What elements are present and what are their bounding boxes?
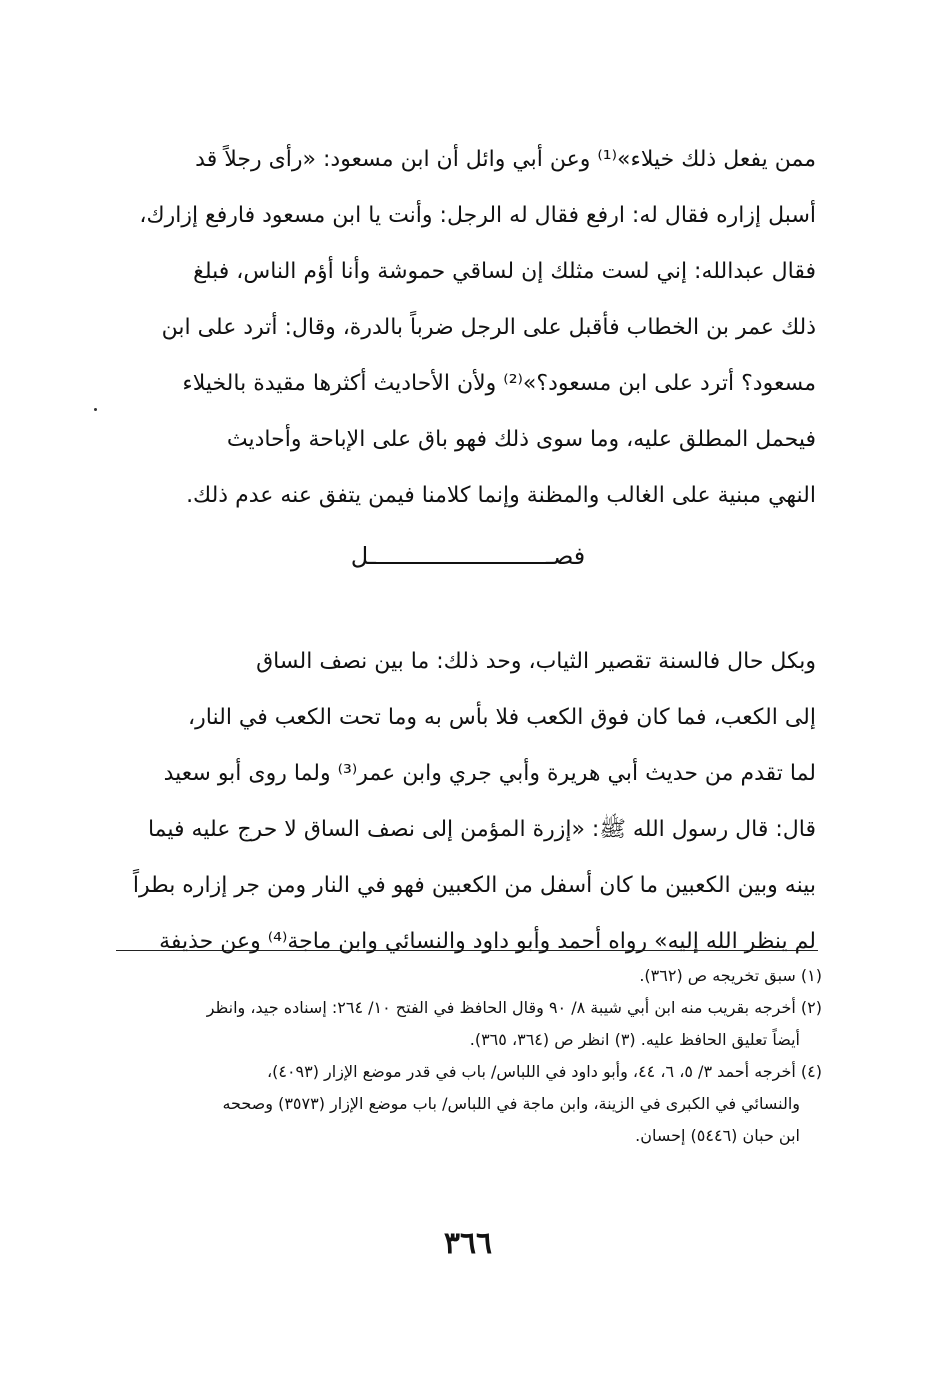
text-line: إلى الكعب، فما كان فوق الكعب فلا بأس به وما تحت الكعب في النار،	[188, 705, 816, 730]
footnote-2	[100, 992, 822, 1056]
section-heading-start: فصـ	[545, 542, 586, 570]
text-line: بينه وبين الكعبين ما كان أسفل من الكعبين فهو في النار ومن جر إزاره بطراً	[132, 873, 816, 898]
footnote-separator	[116, 950, 818, 951]
text-line: ذلك عمر بن الخطاب فأقبل على الرجل ضرباً بالدرة، وقال: أترد على ابن	[161, 315, 816, 340]
text-line: مسعود؟ أترد على ابن مسعود؟»⁽²⁾ ولأن الأحاديث أكثرها مقيدة بالخيلاء	[182, 371, 816, 396]
footnote-1	[100, 960, 822, 992]
footnote-line: ابن حبان (٥٤٤٦) إحسان.	[635, 1126, 800, 1145]
footnote-4	[100, 1056, 822, 1152]
footnote-line: (٢) أخرجه بقريب منه ابن أبي شيبة ٨/ ٩٠ وقال الحافظ في الفتح ١٠/ ٢٦٤: إسناده جيد، وانظر	[206, 998, 822, 1017]
text-line: فيحمل المطلق عليه، وما سوى ذلك فهو باق على الإباحة وأحاديث	[226, 427, 816, 452]
footnote-line: والنسائي في الكبرى في الزينة، وابن ماجة في اللباس/ باب موضع الإزار (٣٥٧٣) وصححه	[222, 1094, 800, 1113]
footnote-line: (٤) أخرجه أحمد ٣/ ٥، ٦، ٤٤، وأبو داود في اللباس/ باب في قدر موضع الإزار (٤٠٩٣)،	[266, 1062, 822, 1081]
footnotes	[100, 960, 822, 1152]
text-line: وبكل حال فالسنة تقصير الثياب، وحد ذلك: ما بين نصف الساق	[256, 649, 816, 674]
footnote-line: أيضاً تعليق الحافظ عليه. (٣) انظر ص (٣٦٤، ٣٦٥).	[469, 1030, 800, 1049]
paragraph-2	[100, 634, 816, 970]
text-line: لم ينظر الله إليه» رواه أحمد وأبو داود والنسائي وابن ماجة⁽⁴⁾ وعن حذيفة	[159, 929, 816, 954]
text-line: النهي مبنية على الغالب والمظنة وإنما كلامنا فيمن يتفق عنه عدم ذلك.	[186, 483, 816, 508]
section-heading	[0, 536, 936, 576]
paragraph-1	[100, 132, 816, 524]
text-line: أسبل إزاره فقال له: ارفع فقال له الرجل: وأنت يا ابن مسعود فارفع إزارك،	[139, 203, 816, 228]
print-speck	[94, 408, 97, 411]
text-line: ممن يفعل ذلك خيلاء»⁽¹⁾ وعن أبي وائل أن ابن مسعود: «رأى رجلاً قد	[195, 147, 816, 172]
footnote-line: (١) سبق تخريجه ص (٣٦٢).	[639, 966, 822, 985]
text-line: فقال عبدالله: إني لست مثلك إن لساقي حموشة وأنا أؤم الناس، فبلغ	[193, 259, 816, 284]
section-heading-end: ـل	[350, 542, 376, 570]
page-number: ٣٦٦	[443, 1226, 493, 1261]
text-line: لما تقدم من حديث أبي هريرة وأبي جري وابن عمر⁽³⁾ ولما روى أبو سعيد	[163, 761, 816, 786]
heading-tatweel-stroke	[376, 562, 546, 564]
text-line: قال: قال رسول الله ﷺ: «إزرة المؤمن إلى نصف الساق لا حرج عليه فيما	[147, 817, 816, 842]
